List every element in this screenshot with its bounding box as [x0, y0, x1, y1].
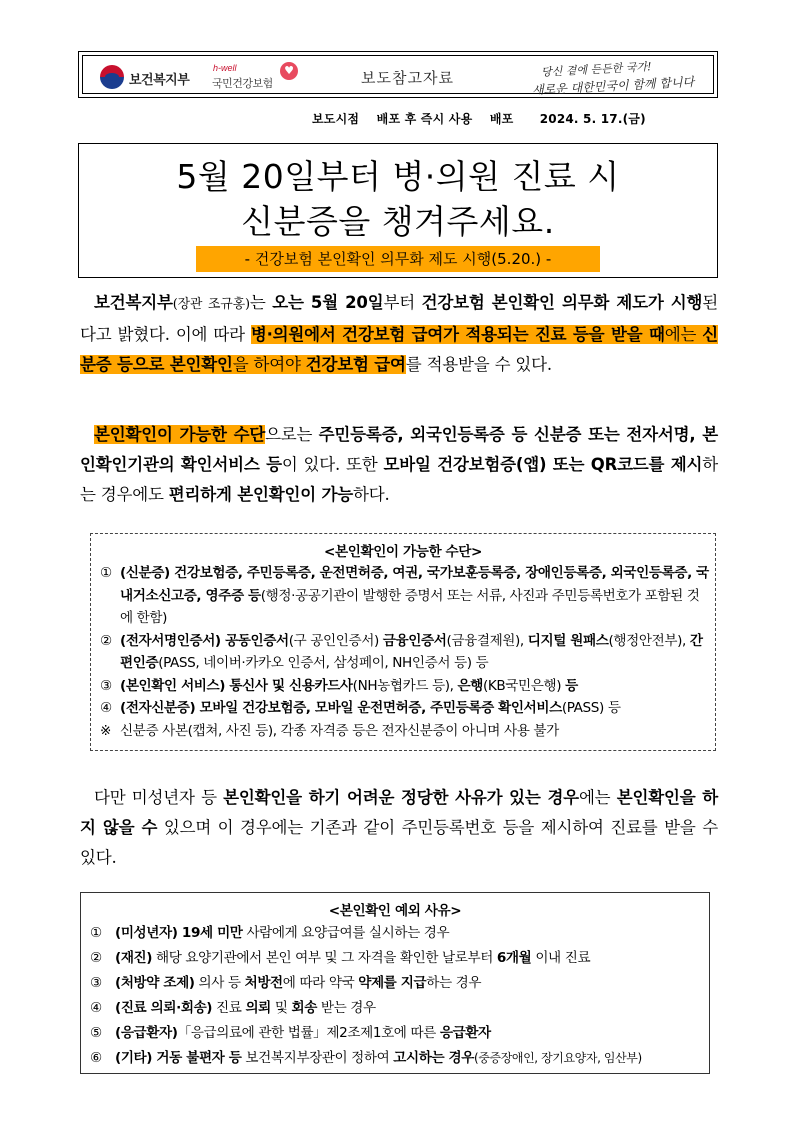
item-text: 하는 경우	[426, 975, 482, 991]
header-inner-border	[82, 55, 714, 98]
item-text: (구 공인인증서)	[288, 632, 383, 649]
item-bold: 의뢰	[245, 1000, 271, 1016]
p2-bold: 주민등록증, 외국인등록증 등 신분증 또는 전자서명, 본인확인기관의 확인서비스 등	[80, 425, 719, 474]
subtitle-banner: - 건강보험 본인확인 의무화 제도 시행(5.20.) -	[196, 246, 600, 272]
item-text: (행정안전부),	[608, 632, 690, 649]
p1-minister: (장관 조규홍)	[172, 297, 250, 312]
item-text: (행정·공공기관이 발행한 증명서 또는 서류, 사진과 주민등록번호가 포함된 것에 한함)	[120, 587, 700, 626]
item-bold: 고시하는 경우	[393, 1050, 475, 1066]
item-text: 이내 진료	[531, 950, 591, 966]
item-text: 의사 등	[194, 975, 245, 991]
p2-text: 하다.	[353, 485, 390, 504]
p2-text: 으로는	[265, 425, 319, 444]
item-text: 진료	[212, 1000, 246, 1016]
p1-text: 부터	[383, 293, 422, 312]
item-bold: (기타) 거동 불편자 등	[115, 1050, 242, 1066]
item-text: 에 따라 약국	[282, 975, 359, 991]
p2-text: 이 있다. 또한	[281, 455, 384, 474]
item-bold: 회송	[291, 1000, 317, 1016]
slogan-line-2: 새로운 대한민국이 함께 합니다	[531, 74, 695, 98]
box1-item-1	[91, 562, 709, 630]
header-box	[78, 51, 718, 98]
item-bold: 간편인증	[120, 632, 703, 671]
box2-title: <본인확인 예외 사유>	[328, 903, 462, 919]
item-bold: 금융인증서	[382, 632, 447, 649]
nhis-tagline: h-well	[213, 63, 237, 73]
item-bold: 약제를 지급	[358, 975, 427, 991]
mohw-emblem-icon	[100, 65, 124, 89]
paragraph-1	[80, 288, 718, 380]
item-bold: 은행	[457, 677, 483, 694]
item-text: (금융결제원),	[446, 632, 528, 649]
slogan-line-1: 당신 곁에 든든한 국가!	[540, 60, 652, 79]
p3-bold: 본인확인을 하지 않을 수	[80, 788, 719, 837]
item-bold: (미성년자) 19세 미만	[115, 925, 243, 941]
item-marker: ③	[90, 975, 102, 991]
box2-item-6	[81, 1046, 709, 1071]
item-bold: (신분증) 건강보험증, 주민등록증, 운전면허증, 여권, 국가보훈등록증, 장애인등록증, 외국인등록증, 국내거소신고증, 영주증 등	[120, 565, 709, 604]
item-text: 신분증 사본(캡쳐, 사진 등), 각종 자격증 등은 전자신분증이 아니며 사용 불가	[120, 722, 559, 739]
item-marker: ①	[90, 925, 102, 941]
item-marker: ⑥	[90, 1050, 102, 1066]
p1-policy: 건강보험 본인확인 의무화 제도가 시행	[421, 293, 703, 312]
item-bold: (응급환자)	[115, 1025, 178, 1041]
item-bold: (본인확인 서비스) 통신사 및 신용카드사	[120, 677, 353, 694]
slogan-handwriting	[527, 61, 717, 97]
p1-highlight: 신분증 등으로 본인확인	[80, 325, 718, 374]
item-bold: (전자신분증) 모바일 건강보험증, 모바일 운전면허증, 주민등록증 확인서비스	[120, 700, 562, 716]
item-text: 및	[270, 1000, 292, 1016]
box2-item-2	[81, 946, 709, 971]
item-text: 해당 요양기관에서 본인 여부 및 그 자격을 확인한 날로부터	[152, 950, 497, 966]
box2-item-3	[81, 971, 709, 996]
paragraph-2	[80, 420, 718, 510]
p1-ministry: 보건복지부	[94, 293, 173, 312]
item-bold: (진료 의뢰·회송)	[115, 1000, 213, 1016]
box1-note	[91, 720, 709, 743]
box2-item-5	[81, 1021, 709, 1046]
item-bold: (전자서명인증서) 공동인증서	[120, 632, 289, 649]
item-bold: (처방약 조제)	[115, 975, 195, 991]
item-bold: 처방전	[244, 975, 283, 991]
doc-type-label: 보도참고자료	[361, 69, 454, 87]
item-marker: ④	[100, 700, 112, 716]
title-line-2: 신분증을 챙겨주세요.	[241, 202, 555, 241]
item-text: 「응급의료에 관한 법률」제2조제1호에 따른	[177, 1025, 440, 1041]
paragraph-3	[80, 783, 718, 873]
p1-text: 에는	[664, 325, 703, 344]
p2-bold: 편리하게 본인확인이 가능	[168, 485, 354, 504]
item-marker: ※	[100, 722, 111, 739]
item-marker: ④	[90, 1000, 102, 1016]
nhis-heart-icon: ♥	[280, 62, 298, 80]
item-bold: 등	[565, 677, 578, 694]
p1-date: 오는 5월 20일	[272, 293, 384, 312]
p3-text: 에는	[578, 788, 617, 807]
ministry-name: 보건복지부	[129, 73, 190, 88]
item-text: (PASS, 네이버·카카오 인증서, 삼성페이, NH인증서 등) 등	[158, 655, 489, 671]
item-bold: 응급환자	[439, 1025, 491, 1041]
item-text: 보건복지부장관이 정하여	[241, 1050, 394, 1066]
p2-bold: 모바일 건강보험증(앱) 또는 QR코드를 제시	[383, 455, 703, 474]
item-marker: ①	[100, 565, 112, 581]
p1-text: 는	[249, 293, 273, 312]
p3-bold: 본인확인을 하기 어려운 정당한 사유가 있는 경우	[223, 788, 579, 807]
p1-text: 를 적용받을 수 있다.	[405, 355, 552, 374]
p1-text: 을 하여야	[232, 355, 306, 374]
item-bold: 6개월	[496, 950, 532, 966]
item-text: 사람에게 요양급여를 실시하는 경우	[242, 925, 450, 941]
release-info: 보도시점 배포 후 즉시 사용 배포 2024. 5. 17.(금)	[312, 112, 646, 126]
box2-item-4	[81, 996, 709, 1021]
item-text: (KB국민은행)	[482, 677, 566, 694]
item-text: (중증장애인, 장기요양자, 임산부)	[474, 1051, 642, 1065]
p3-text: 다만 미성년자 등	[94, 788, 224, 807]
box1-title: <본인확인이 가능한 수단>	[324, 544, 482, 560]
box1-item-2	[91, 630, 709, 675]
item-text: 받는 경우	[316, 1000, 376, 1016]
title-line-1: 5월 20일부터 병·의원 진료 시	[176, 157, 620, 196]
item-bold: (재진)	[115, 950, 153, 966]
box2-item-1	[81, 921, 709, 946]
p2-text: 하는 경우에도	[80, 455, 718, 504]
id-methods-box	[90, 533, 716, 751]
item-text: (NH농협카드 등),	[352, 677, 458, 694]
item-text: (PASS) 등	[561, 700, 621, 716]
nhis-name: 국민건강보험	[212, 77, 273, 90]
p3-text: 있으며 이 경우에는 기존과 같이 주민등록번호 등을 제시하여 진료를 받을 수 있다.	[80, 818, 719, 867]
p1-text: 된다고 밝혔다. 이에 따라	[80, 293, 718, 344]
box1-item-4	[91, 697, 709, 720]
p2-highlight: 본인확인이 가능한 수단	[94, 425, 266, 444]
item-marker: ②	[90, 950, 102, 966]
item-bold: 디지털 원패스	[527, 632, 609, 649]
item-marker: ⑤	[90, 1025, 102, 1041]
box1-item-3	[91, 675, 709, 698]
item-marker: ③	[100, 677, 112, 694]
item-marker: ②	[100, 632, 112, 649]
p1-highlight: 병·의원에서 건강보험 급여가 적용되는 진료 등을 받을 때	[250, 325, 665, 344]
exception-box	[80, 892, 710, 1074]
p1-highlight: 건강보험 급여	[305, 355, 406, 374]
